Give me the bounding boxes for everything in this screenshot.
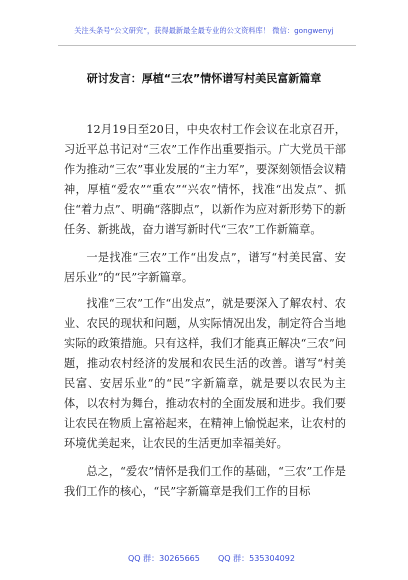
document-body: [64, 120, 346, 510]
body-paragraph-section-heading: 一是找准“三农”工作“出发点”，谱写“村美民富、安居乐业”的“民”字新篇章。: [64, 251, 346, 284]
footer-qq-group-2: QQ 群：535304092: [218, 554, 295, 563]
body-paragraph-summary: 总之，“爱农”情怀是我们工作的基础，“三农”工作是我们工作的核心，“民”字新篇章是我们工作的目标: [64, 465, 346, 498]
header-notice: 关注头条号“公文研究”，获得最新最全最专业的公文资料库！ 微信：gongwenyj: [74, 26, 334, 35]
footer-qq-group-1: QQ 群：30265665: [128, 554, 200, 563]
body-paragraph-detail: 找准“三农”工作“出发点”，就是要深入了解农村、农业、农民的现状和问题，从实际情况出发，制定符合当地实际的政策措施。只有这样，我们才能真正解决“三农”问题，推动农村经济的发展和农民生活的改善。谱写“村美民富、安居乐业”的“民”字新篇章，就是要以农民为主体，以农村为舞台，推动农村的全面发展和进步。我们要让农民在物质上富裕起来，在精神上愉悦起来，让农村的环境优美起来，让农民的生活更加幸福美好。: [64, 297, 346, 450]
body-paragraph-intro: 12月19日至20日，中央农村工作会议在北京召开，习近平总书记对“三农”工作作出重要指示。广大党员干部作为推动“三农”事业发展的“主力军”，要深刻领悟会议精神，厚植“爱农”“重农”“兴农”情怀，找准“出发点”、抓住“着力点”、明确“落脚点”，以新作为应对新形势下的新任务、新挑战，奋力谱写新时代“三农”工作新篇章。: [64, 123, 346, 236]
header-divider: [58, 45, 356, 46]
document-title: 研讨发言：厚植“三农”情怀谱写村美民富新篇章: [86, 72, 322, 85]
